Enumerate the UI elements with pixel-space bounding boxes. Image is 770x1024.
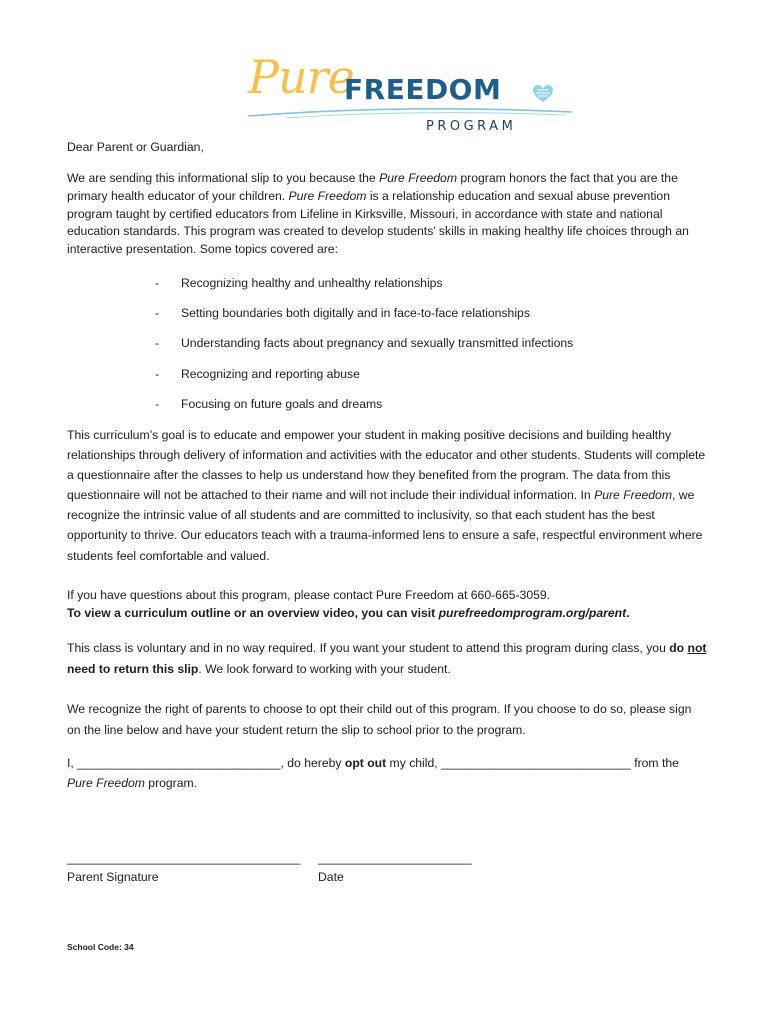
list-item: - Recognizing and reporting abuse bbox=[155, 366, 360, 381]
signature-label: Parent Signature bbox=[67, 870, 159, 884]
heart-icon bbox=[532, 84, 554, 104]
salutation: Dear Parent or Guardian, bbox=[67, 140, 204, 154]
program-name: Pure Freedom bbox=[379, 171, 457, 185]
opt-out-paragraph: We recognize the right of parents to choose to opt their child out of this program. If you choose to do so, please sign on the line below and have your student return the slip to school prior to the program. bbox=[67, 702, 692, 737]
logo-pure-text: Pure bbox=[248, 50, 354, 104]
list-item: - Recognizing healthy and unhealthy relationships bbox=[155, 276, 443, 290]
opt-out-statement: I, ______________________________, do hereby opt out my child, ____________________________ from the Pure Freedom program. bbox=[67, 756, 679, 790]
goal-paragraph: This curriculum’s goal is to educate and empower your student in making positive decisions and building healthy relationships through delivery of information and activities with the educator and other students. Students will complete a questionnaire after the classes to help us understand how they benefited from the program. The data from this questionnaire will not be attached to their name and will not include their individual information. In Pure Freedom, we recognize the intrinsic value of all students and are committed to inclusivity, so that each student has the best opportunity to thrive. Our educators teach with a trauma-informed lens to ensure a safe, respectful environment where students feel comfortable and valued. bbox=[67, 428, 706, 563]
topics-list bbox=[155, 274, 573, 425]
program-name: Pure Freedom bbox=[594, 488, 672, 503]
list-item: - Understanding facts about pregnancy and sexually transmitted infections bbox=[155, 336, 574, 351]
school-code: School Code: 34 bbox=[67, 942, 134, 952]
voluntary-paragraph: This class is voluntary and in no way required. If you want your student to attend this program during class, you do not need to return this slip. We look forward to working with your student. bbox=[67, 641, 707, 676]
list-item: - Focusing on future goals and dreams bbox=[155, 396, 383, 411]
parent-resources-link[interactable]: purefreedomprogram.org/parent bbox=[438, 606, 627, 620]
logo-program-text: PROGRAM bbox=[426, 119, 517, 134]
contact-paragraph: If you have questions about this program, please contact Pure Freedom at 660-665-3059. To view a curriculum outline or an overview video, you can visit purefreedomprogram.org/parent. bbox=[67, 588, 630, 620]
date-label: Date bbox=[318, 870, 344, 884]
intro-paragraph: We are sending this informational slip to you because the Pure Freedom program honors the fact that you are the primary health educator of your children. Pure Freedom is a relationship education and sexual abuse prevention program taught by certified educators from Lifeline in Kirksville, Missouri, in accordance with state and national education standards. This program was created to develop students’ skills in making healthy life choices through an interactive presentation. Some topics covered are: bbox=[67, 171, 689, 257]
list-item: - Setting boundaries both digitally and in face-to-face relationships bbox=[155, 306, 530, 321]
logo-swoosh bbox=[246, 102, 576, 122]
program-name: Pure Freedom bbox=[288, 188, 367, 203]
date-line[interactable]: _______________________ bbox=[318, 851, 472, 865]
logo-freedom-text: FREEDOM bbox=[344, 73, 502, 106]
program-name: Pure Freedom bbox=[67, 776, 145, 790]
signature-line[interactable]: ___________________________________ bbox=[67, 851, 301, 865]
pure-freedom-logo bbox=[246, 50, 576, 138]
